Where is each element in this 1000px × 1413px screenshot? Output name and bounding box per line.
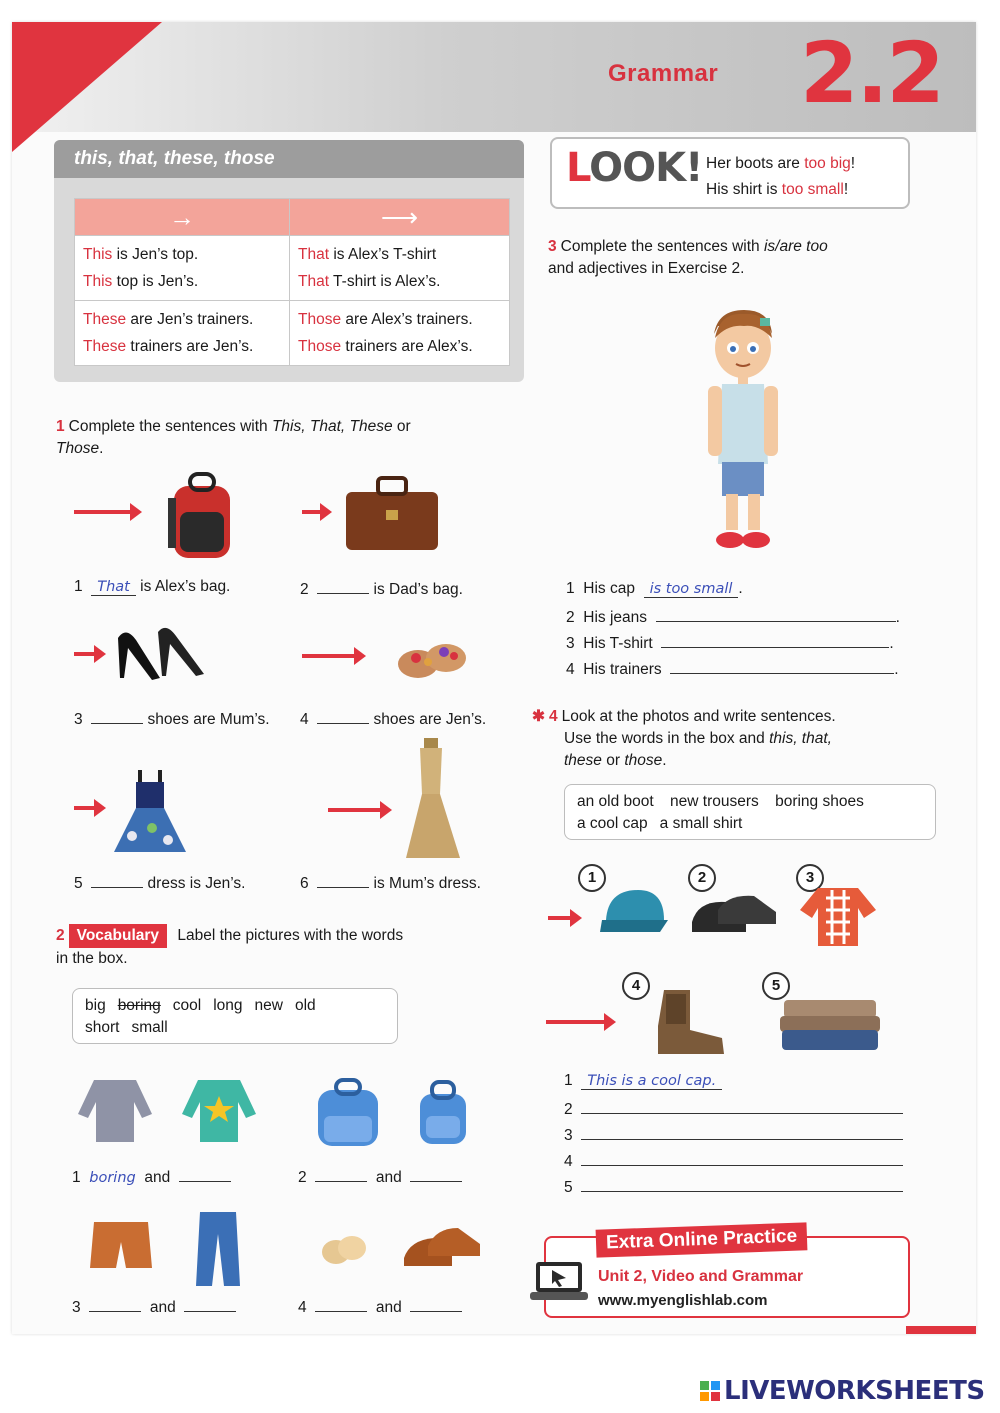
cap-image [598,884,672,944]
brown-shoes-image [400,1218,484,1276]
answer-field[interactable] [410,1166,462,1182]
arrow-icon [74,652,98,656]
extra-practice-unit: Unit 2, Video and Grammar [598,1268,804,1285]
answer-field[interactable] [184,1296,236,1312]
arrow-icon [328,808,384,812]
ex2-item-4: 4 and [298,1296,462,1317]
answer-field[interactable] [91,708,143,724]
red-corner-decoration [12,22,162,152]
bottom-red-bar [906,1326,976,1334]
table-cell: Those are Alex’s trainers. Those trainers are Alex’s. [290,301,510,366]
photo-number: 1 [578,864,606,892]
small-backpack-image [410,1076,476,1150]
table-cell: These are Jen’s trainers. These trainers are Jen’s. [75,301,290,366]
answer-field[interactable] [179,1166,231,1182]
ex1-item-5: 5 dress is Jen’s. [74,872,245,893]
answer-field[interactable] [581,1124,903,1140]
arrow-icon [546,1020,608,1024]
high-heels-image [108,618,218,690]
shorts-image [88,1218,154,1272]
arrow-icon [302,510,324,514]
ex4-item-5: 5 [564,1176,903,1197]
ex3-item-4: 4 His trainers . [566,658,899,679]
ex1-item-3: 3 shoes are Mum’s. [74,708,270,729]
blue-backpack-image [310,1076,386,1150]
vocabulary-tag: Vocabulary [69,924,167,948]
grey-jumper-image [76,1074,154,1146]
photo-number: 3 [796,864,824,892]
ex4-item-1: 1 This is a cool cap. [564,1072,722,1090]
table-row [75,236,510,301]
answer-field[interactable] [317,708,369,724]
ex2-item-2: 2 and [298,1166,462,1187]
exercise-1-title: 1 Complete the sentences with This, That, These or Those. [56,418,411,457]
answer-field[interactable] [315,1296,367,1312]
ex4-item-4: 4 [564,1150,903,1171]
exercise-3-title: 3 Complete the sentences with is/are too and adjectives in Exercise 2. [548,238,828,277]
answer-field[interactable] [581,1150,903,1166]
long-dress-image [396,734,466,862]
answer-field[interactable] [581,1098,903,1114]
ex1-item-6: 6 is Mum’s dress. [300,872,481,893]
girls-dress-image [108,766,192,858]
ex4-item-2: 2 [564,1098,903,1119]
answer-field[interactable] [410,1296,462,1312]
grammar-box-title: this, that, these, those [54,140,524,178]
photo-number: 2 [688,864,716,892]
ex2-item-3: 3 and [72,1296,236,1317]
liveworksheets-logo[interactable]: LIVEWORKSHEETS [700,1376,985,1406]
ex1-item-4: 4 shoes are Jen’s. [300,708,486,729]
answer-field[interactable]: is too small [644,581,739,598]
jeans-image [194,1208,242,1290]
answer-field[interactable]: boring [89,1170,136,1186]
look-box [550,137,910,209]
answer-field[interactable] [89,1296,141,1312]
ex4-item-3: 3 [564,1124,903,1145]
extra-online-practice-box [544,1225,910,1318]
far-arrow-icon: ⟶ [290,199,510,236]
answer-field[interactable] [656,606,896,622]
ex2-word-box: big boring cool long new old short small [72,988,398,1044]
grammar-table [74,198,510,366]
arrow-icon [74,510,134,514]
answer-field[interactable] [317,578,369,594]
folded-trousers-image [774,992,884,1056]
ex2-item-1: 1 boring and [72,1166,231,1187]
table-cell: That is Alex’s T-shirt That T-shirt is Alex’s. [290,236,510,301]
table-row [75,301,510,366]
arrow-icon [302,654,358,658]
ex4-word-box: an old boot new trousers boring shoes a cool cap a small shirt [564,784,936,840]
answer-field[interactable]: That [91,579,136,596]
ex1-item-1: 1 That is Alex’s bag. [74,578,231,595]
worksheet-page [12,22,976,1334]
extra-practice-link[interactable]: www.myenglishlab.com [598,1292,768,1309]
baby-shoes-image [318,1224,370,1270]
look-text: Her boots are too big! His shirt is too small! [706,155,856,198]
briefcase-image [342,474,442,554]
ex3-item-3: 3 His T-shirt . [566,632,894,653]
photo-number: 5 [762,972,790,1000]
grammar-box [54,140,524,382]
section-title: Grammar [608,60,719,87]
answer-field[interactable] [91,872,143,888]
extra-practice-title: Extra Online Practice [596,1222,808,1257]
unit-number: 2.2 [800,24,943,122]
answer-field[interactable] [317,872,369,888]
backpack-image [162,468,242,564]
answer-field[interactable] [581,1176,903,1192]
exercise-4-title: ✱ 4 Look at the photos and write sentences. Use the words in the box and this, that, these or those. [532,708,836,769]
sandals-image [392,624,472,688]
arrow-icon [74,806,98,810]
answer-field[interactable] [661,632,889,648]
photo-number: 4 [622,972,650,1000]
checked-shirt-image [798,884,878,950]
black-shoes-image [688,888,780,944]
exercise-2-title: 2 Vocabulary Label the pictures with the words in the box. [56,924,486,970]
green-star-jumper-image [180,1074,258,1146]
ex1-item-2: 2 is Dad’s bag. [300,578,463,599]
laptop-icon [530,1260,588,1302]
look-logo: LOOK! [566,145,703,191]
boy-cartoon-image [698,304,788,556]
liveworksheets-icon [700,1381,720,1401]
table-cell: This is Jen’s top. This top is Jen’s. [75,236,290,301]
answer-field[interactable]: This is a cool cap. [581,1073,722,1090]
ex3-item-1: 1 His cap is too small . [566,580,743,597]
old-boot-image [644,986,728,1058]
answer-field[interactable] [670,658,894,674]
answer-field[interactable] [315,1166,367,1182]
arrow-icon [548,916,574,920]
ex3-item-2: 2 His jeans . [566,606,900,627]
near-arrow-icon: → [75,199,290,236]
